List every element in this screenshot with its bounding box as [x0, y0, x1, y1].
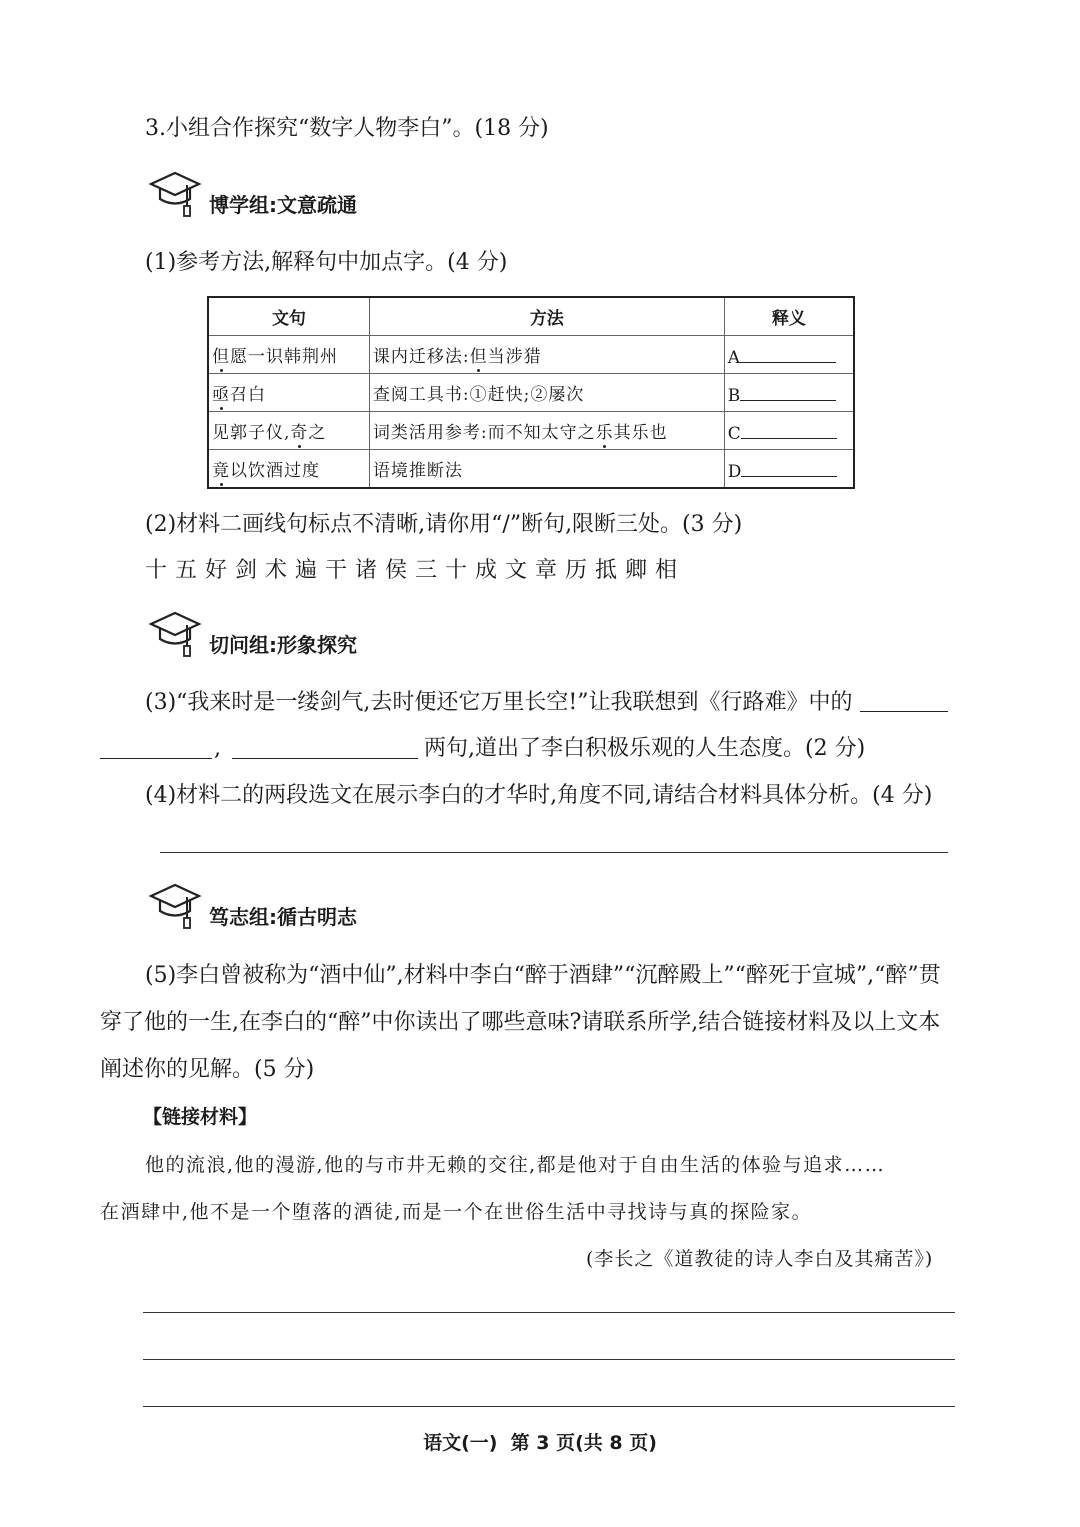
- dotted-char: 竟: [212, 461, 230, 481]
- group-label: 博学组:文意疏通: [209, 193, 357, 217]
- table-row: [208, 336, 854, 374]
- group-header-boxue: [147, 168, 357, 220]
- question-3-line2: 两句,道出了李白积极乐观的人生态度。(2 分): [424, 736, 866, 761]
- table-row: [208, 374, 854, 412]
- answer-blank[interactable]: [860, 711, 948, 712]
- question-2-sentence: 十五好剑术遍干诸侯三十成文章历抵卿相: [145, 558, 686, 583]
- sentence-cell: 但愿一识韩荆州: [208, 336, 369, 374]
- question-2-prompt: (2)材料二画线句标点不清晰,请你用“/”断句,限断三处。(3 分): [145, 512, 743, 537]
- graduation-cap-icon: [147, 168, 203, 220]
- dotted-char: 奇: [290, 423, 309, 443]
- group-label: 切问组:形象探究: [209, 633, 357, 657]
- graduation-cap-icon: [147, 608, 203, 660]
- dotted-char: 但: [212, 347, 230, 367]
- header-sentence: 文句: [208, 297, 369, 336]
- answer-cell[interactable]: D: [724, 450, 854, 489]
- group-header-qiewen: [147, 608, 357, 660]
- method-cell: 词类活用参考:而不知太守之乐其乐也: [369, 412, 724, 450]
- answer-line[interactable]: [143, 1406, 955, 1407]
- method-cell: 查阅工具书:①赶快;②屡次: [369, 374, 724, 412]
- answer-blank[interactable]: [232, 758, 418, 759]
- question-5-line3: 阐述你的见解。(5 分): [100, 1057, 315, 1082]
- link-material-line1: 他的流浪,他的漫游,他的与市井无赖的交往,都是他对于自由生活的体验与追求……: [145, 1154, 886, 1176]
- graduation-cap-icon: [147, 880, 203, 932]
- explanation-table: [207, 296, 855, 489]
- group-label: 笃志组:循古明志: [209, 905, 357, 929]
- comma: ,: [214, 736, 221, 761]
- answer-line[interactable]: [160, 852, 948, 853]
- question-3-title: 3.小组合作探究“数字人物李白”。(18 分): [145, 116, 549, 141]
- question-1-prompt: (1)参考方法,解释句中加点字。(4 分): [145, 250, 508, 275]
- answer-blank[interactable]: [100, 758, 212, 759]
- sentence-cell: 见郭子仪,奇之: [208, 412, 369, 450]
- link-material-line2: 在酒肆中,他不是一个堕落的酒徒,而是一个在世俗生活中寻找诗与真的探险家。: [100, 1201, 813, 1223]
- answer-cell[interactable]: A: [724, 336, 854, 374]
- question-5-line1: (5)李白曾被称为“酒中仙”,材料中李白“醉于酒肆”“沉醉殿上”“醉死于宣城”,“醉”贯: [145, 963, 941, 988]
- question-5-line2: 穿了他的一生,在李白的“醉”中你读出了哪些意味?请联系所学,结合链接材料及以上文本: [100, 1010, 941, 1035]
- header-method: 方法: [369, 297, 724, 336]
- answer-cell[interactable]: C: [724, 412, 854, 450]
- header-meaning: 释义: [724, 297, 854, 336]
- page-footer: 语文(一) 第 3 页(共 8 页): [423, 1432, 657, 1454]
- link-material-title: 【链接材料】: [143, 1106, 258, 1128]
- dotted-char: 但: [469, 347, 488, 367]
- answer-cell[interactable]: B: [724, 374, 854, 412]
- answer-line[interactable]: [143, 1359, 955, 1360]
- method-cell: 课内迁移法:但当涉猎: [369, 336, 724, 374]
- table-row: [208, 412, 854, 450]
- link-material-source: (李长之《道教徒的诗人李白及其痛苦》): [586, 1248, 934, 1270]
- table-row: [208, 450, 854, 489]
- question-3-line1: (3)“我来时是一缕剑气,去时便还它万里长空!”让我联想到《行路难》中的: [145, 690, 853, 715]
- table-header-row: [208, 297, 854, 336]
- method-cell: 语境推断法: [369, 450, 724, 489]
- sentence-cell: 亟召白: [208, 374, 369, 412]
- dotted-char: 乐: [595, 423, 614, 443]
- dotted-char: 亟: [212, 385, 230, 405]
- group-header-duzhi: [147, 880, 357, 932]
- answer-line[interactable]: [143, 1312, 955, 1313]
- question-4-prompt: (4)材料二的两段选文在展示李白的才华时,角度不同,请结合材料具体分析。(4 分): [145, 783, 933, 808]
- sentence-cell: 竟以饮酒过度: [208, 450, 369, 489]
